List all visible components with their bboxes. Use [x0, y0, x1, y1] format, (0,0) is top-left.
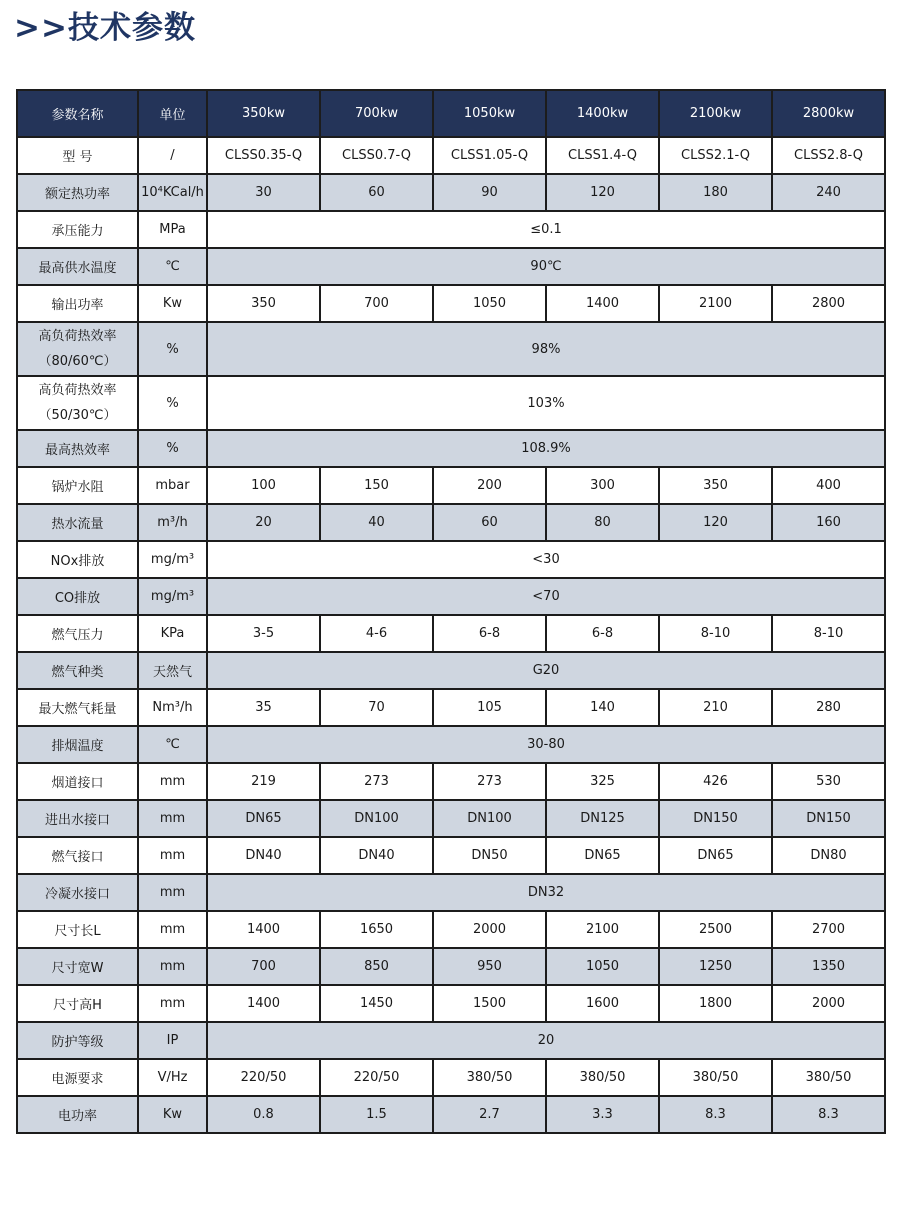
- param-name: 燃气压力: [17, 615, 138, 652]
- param-value: 850: [320, 948, 433, 985]
- param-value-merged: 20: [207, 1022, 885, 1059]
- param-value: 700: [207, 948, 320, 985]
- param-unit: Kw: [138, 285, 207, 322]
- table-row: [17, 285, 885, 322]
- param-value: 380/50: [546, 1059, 659, 1096]
- table-row: [17, 430, 885, 467]
- param-value: 210: [659, 689, 772, 726]
- param-unit: ℃: [138, 726, 207, 763]
- table-row: [17, 874, 885, 911]
- param-unit: mg/m³: [138, 578, 207, 615]
- param-value: 700: [320, 285, 433, 322]
- table-row: [17, 174, 885, 211]
- header-model: 1050kw: [433, 90, 546, 137]
- param-unit: 天然气: [138, 652, 207, 689]
- param-value: 8-10: [772, 615, 885, 652]
- param-value: 8.3: [772, 1096, 885, 1133]
- param-value-merged: 103%: [207, 376, 885, 430]
- table-row: [17, 322, 885, 376]
- param-name: 高负荷热效率（80/60℃）: [17, 322, 138, 376]
- table-body: [17, 137, 885, 1133]
- param-value: 1650: [320, 911, 433, 948]
- param-value: 105: [433, 689, 546, 726]
- table-row: [17, 689, 885, 726]
- param-value: CLSS1.05-Q: [433, 137, 546, 174]
- param-value: DN150: [659, 800, 772, 837]
- param-value: 380/50: [772, 1059, 885, 1096]
- param-unit: mm: [138, 800, 207, 837]
- param-value-merged: 90℃: [207, 248, 885, 285]
- param-value: CLSS2.8-Q: [772, 137, 885, 174]
- param-unit: mm: [138, 911, 207, 948]
- param-value: 140: [546, 689, 659, 726]
- param-value: CLSS1.4-Q: [546, 137, 659, 174]
- param-value: DN50: [433, 837, 546, 874]
- param-value: 1350: [772, 948, 885, 985]
- table-row: [17, 837, 885, 874]
- param-name: 电功率: [17, 1096, 138, 1133]
- param-value: 2000: [772, 985, 885, 1022]
- header-unit: 单位: [138, 90, 207, 137]
- param-value: 280: [772, 689, 885, 726]
- param-name: NOx排放: [17, 541, 138, 578]
- param-value-merged: 30-80: [207, 726, 885, 763]
- table-row: [17, 652, 885, 689]
- param-value-merged: ≤0.1: [207, 211, 885, 248]
- param-value: 530: [772, 763, 885, 800]
- param-name: 冷凝水接口: [17, 874, 138, 911]
- param-unit: %: [138, 430, 207, 467]
- param-value: 380/50: [659, 1059, 772, 1096]
- param-value: DN65: [207, 800, 320, 837]
- param-value-merged: 98%: [207, 322, 885, 376]
- param-unit: mbar: [138, 467, 207, 504]
- param-unit: %: [138, 376, 207, 430]
- param-value: DN65: [546, 837, 659, 874]
- param-value: CLSS0.35-Q: [207, 137, 320, 174]
- param-value-merged: <70: [207, 578, 885, 615]
- table-row: [17, 248, 885, 285]
- table-row: [17, 763, 885, 800]
- param-unit: mm: [138, 874, 207, 911]
- param-value: DN100: [320, 800, 433, 837]
- header-model: 2800kw: [772, 90, 885, 137]
- table-row: [17, 467, 885, 504]
- param-name: 排烟温度: [17, 726, 138, 763]
- param-value: 150: [320, 467, 433, 504]
- header-row: [17, 90, 885, 137]
- param-name: 输出功率: [17, 285, 138, 322]
- table-row: [17, 615, 885, 652]
- param-name: 额定热功率: [17, 174, 138, 211]
- header-model: 350kw: [207, 90, 320, 137]
- param-value-merged: 108.9%: [207, 430, 885, 467]
- param-unit: IP: [138, 1022, 207, 1059]
- param-name: 高负荷热效率（50/30℃）: [17, 376, 138, 430]
- param-unit: ℃: [138, 248, 207, 285]
- param-value: 0.8: [207, 1096, 320, 1133]
- param-name: 最大燃气耗量: [17, 689, 138, 726]
- param-value: 6-8: [433, 615, 546, 652]
- table-row: [17, 376, 885, 430]
- param-unit: Kw: [138, 1096, 207, 1133]
- param-value: 1500: [433, 985, 546, 1022]
- param-value: 8.3: [659, 1096, 772, 1133]
- param-value: 240: [772, 174, 885, 211]
- param-value: 273: [320, 763, 433, 800]
- param-value: DN125: [546, 800, 659, 837]
- table-row: [17, 137, 885, 174]
- param-value: 400: [772, 467, 885, 504]
- param-value: 350: [659, 467, 772, 504]
- param-value: 1800: [659, 985, 772, 1022]
- param-value: 40: [320, 504, 433, 541]
- param-value: 1250: [659, 948, 772, 985]
- table-row: [17, 1096, 885, 1133]
- param-value: 60: [433, 504, 546, 541]
- param-value: 273: [433, 763, 546, 800]
- param-value: 2.7: [433, 1096, 546, 1133]
- param-value: 4-6: [320, 615, 433, 652]
- param-value: 2700: [772, 911, 885, 948]
- header-model: 1400kw: [546, 90, 659, 137]
- param-name: 燃气种类: [17, 652, 138, 689]
- param-value: 2100: [659, 285, 772, 322]
- param-value: 220/50: [207, 1059, 320, 1096]
- param-unit: mm: [138, 837, 207, 874]
- param-value: 80: [546, 504, 659, 541]
- page-title: >>技术参数: [14, 10, 196, 46]
- param-value: 1400: [546, 285, 659, 322]
- param-value: 100: [207, 467, 320, 504]
- table-row: [17, 578, 885, 615]
- param-name: 承压能力: [17, 211, 138, 248]
- param-value: 1.5: [320, 1096, 433, 1133]
- table-row: [17, 541, 885, 578]
- param-value: 1450: [320, 985, 433, 1022]
- param-value: 325: [546, 763, 659, 800]
- param-value: 1050: [433, 285, 546, 322]
- param-value: 220/50: [320, 1059, 433, 1096]
- header-model: 2100kw: [659, 90, 772, 137]
- param-value: 2000: [433, 911, 546, 948]
- param-value: DN80: [772, 837, 885, 874]
- param-unit: m³/h: [138, 504, 207, 541]
- table-row: [17, 911, 885, 948]
- param-value: 350: [207, 285, 320, 322]
- param-value: DN150: [772, 800, 885, 837]
- param-value: 3-5: [207, 615, 320, 652]
- table-row: [17, 800, 885, 837]
- spec-table: [16, 89, 886, 1134]
- param-value: 160: [772, 504, 885, 541]
- param-value: CLSS2.1-Q: [659, 137, 772, 174]
- param-value-merged: DN32: [207, 874, 885, 911]
- param-value: 120: [546, 174, 659, 211]
- param-name: 最高热效率: [17, 430, 138, 467]
- param-value: DN40: [207, 837, 320, 874]
- table-row: [17, 985, 885, 1022]
- table-row: [17, 211, 885, 248]
- param-name: 热水流量: [17, 504, 138, 541]
- param-value: DN100: [433, 800, 546, 837]
- param-value: CLSS0.7-Q: [320, 137, 433, 174]
- param-value: 6-8: [546, 615, 659, 652]
- param-name: 燃气接口: [17, 837, 138, 874]
- param-value: 8-10: [659, 615, 772, 652]
- param-value: 200: [433, 467, 546, 504]
- table-row: [17, 948, 885, 985]
- param-name: 尺寸宽W: [17, 948, 138, 985]
- param-name: 锅炉水阻: [17, 467, 138, 504]
- param-value: 426: [659, 763, 772, 800]
- param-value-merged: <30: [207, 541, 885, 578]
- table-row: [17, 1022, 885, 1059]
- table-row: [17, 504, 885, 541]
- param-unit: mm: [138, 948, 207, 985]
- param-value: 90: [433, 174, 546, 211]
- param-name: 烟道接口: [17, 763, 138, 800]
- param-value: 1400: [207, 985, 320, 1022]
- header-model: 700kw: [320, 90, 433, 137]
- param-value: 380/50: [433, 1059, 546, 1096]
- table-header: [17, 90, 885, 137]
- param-value: 300: [546, 467, 659, 504]
- param-name: 进出水接口: [17, 800, 138, 837]
- table-row: [17, 1059, 885, 1096]
- param-unit: mm: [138, 763, 207, 800]
- param-unit: V/Hz: [138, 1059, 207, 1096]
- param-value: 1400: [207, 911, 320, 948]
- param-unit: /: [138, 137, 207, 174]
- param-name: 型 号: [17, 137, 138, 174]
- param-unit: mg/m³: [138, 541, 207, 578]
- param-value: 20: [207, 504, 320, 541]
- param-name: 最高供水温度: [17, 248, 138, 285]
- param-value: 120: [659, 504, 772, 541]
- param-unit: Nm³/h: [138, 689, 207, 726]
- param-value: 60: [320, 174, 433, 211]
- param-value: DN40: [320, 837, 433, 874]
- param-value: 2800: [772, 285, 885, 322]
- param-value: 1050: [546, 948, 659, 985]
- param-unit: MPa: [138, 211, 207, 248]
- param-name: 尺寸长L: [17, 911, 138, 948]
- param-value: 30: [207, 174, 320, 211]
- param-value: 219: [207, 763, 320, 800]
- param-value: DN65: [659, 837, 772, 874]
- param-value: 950: [433, 948, 546, 985]
- param-value: 2100: [546, 911, 659, 948]
- param-unit: %: [138, 322, 207, 376]
- param-value: 180: [659, 174, 772, 211]
- param-name: 尺寸高H: [17, 985, 138, 1022]
- param-value: 35: [207, 689, 320, 726]
- param-value: 2500: [659, 911, 772, 948]
- param-value: 1600: [546, 985, 659, 1022]
- param-value: 70: [320, 689, 433, 726]
- header-name: 参数名称: [17, 90, 138, 137]
- param-name: 电源要求: [17, 1059, 138, 1096]
- param-unit: 10⁴KCal/h: [138, 174, 207, 211]
- param-value-merged: G20: [207, 652, 885, 689]
- param-value: 3.3: [546, 1096, 659, 1133]
- param-name: 防护等级: [17, 1022, 138, 1059]
- param-unit: mm: [138, 985, 207, 1022]
- table-row: [17, 726, 885, 763]
- param-name: CO排放: [17, 578, 138, 615]
- param-unit: KPa: [138, 615, 207, 652]
